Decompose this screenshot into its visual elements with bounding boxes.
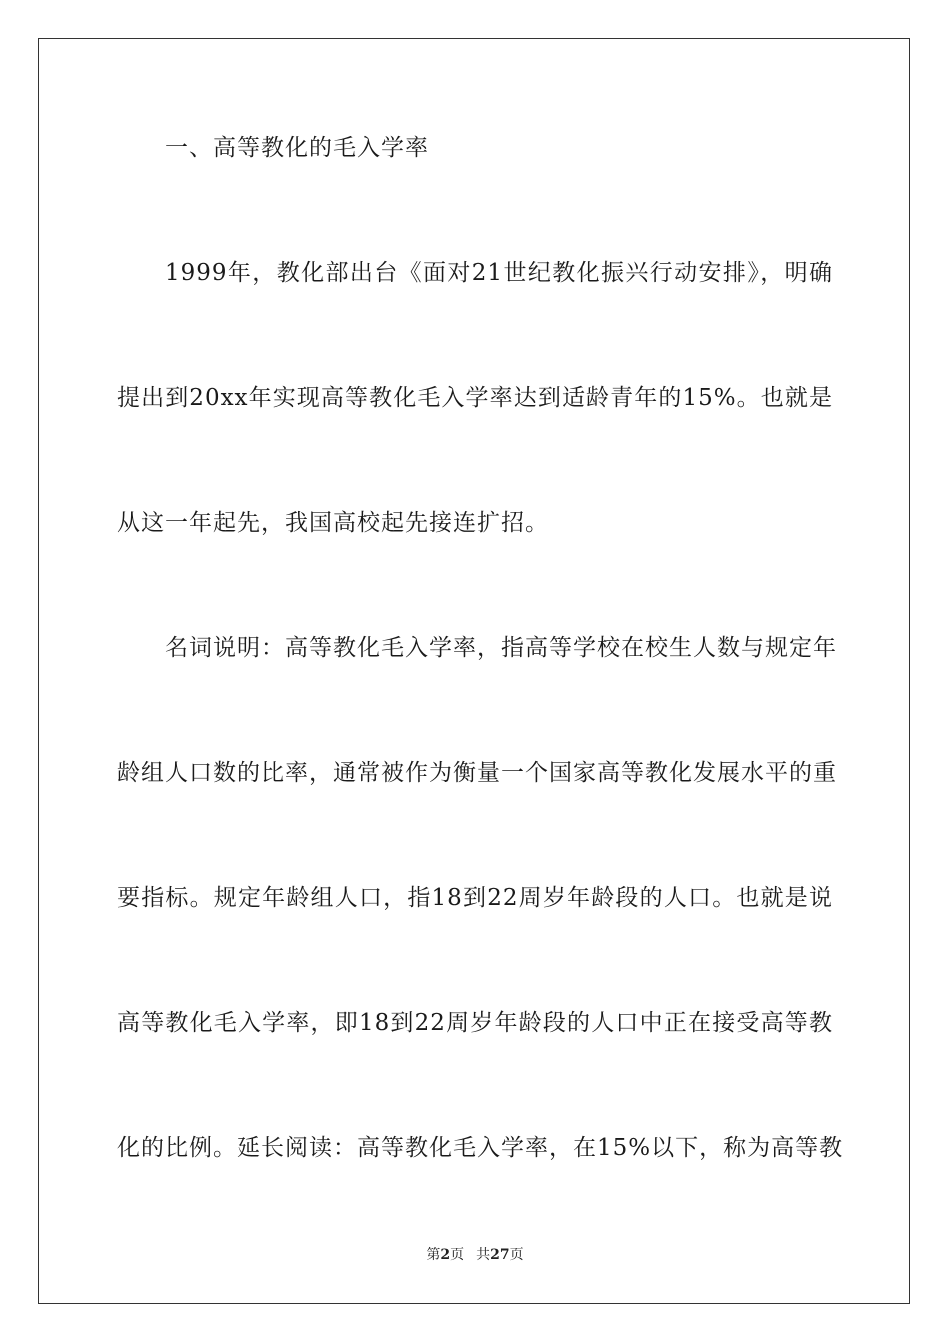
paragraph-line-5: 龄组人口数的比率，通常被作为衡量一个国家高等教化发展水平的重: [117, 760, 837, 786]
footer-page-prefix: 第: [426, 1247, 441, 1263]
page-border: [38, 38, 910, 1304]
paragraph-line-2: 提出到20xx年实现高等教化毛入学率达到适龄青年的15%。也就是: [117, 385, 833, 411]
footer-page-suffix: 页: [450, 1247, 465, 1263]
paragraph-line-6: 要指标。规定年龄组人口，指18到22周岁年龄段的人口。也就是说: [117, 885, 833, 911]
paragraph-line-8: 化的比例。延长阅读：高等教化毛入学率，在15%以下，称为高等教: [117, 1135, 844, 1161]
footer-total-pages: 27: [490, 1247, 510, 1263]
footer-total-suffix: 页: [509, 1247, 524, 1263]
section-heading: 一、高等教化的毛入学率: [165, 135, 429, 161]
paragraph-line-1: 1999年，教化部出台《面对21世纪教化振兴行动安排》，明确: [165, 260, 833, 286]
footer-page-number: 2: [440, 1247, 451, 1263]
paragraph-line-3: 从这一年起先，我国高校起先接连扩招。: [117, 510, 549, 536]
page-footer: [0, 1246, 950, 1264]
paragraph-line-7: 高等教化毛入学率，即18到22周岁年龄段的人口中正在接受高等教: [117, 1010, 833, 1036]
paragraph-line-4: 名词说明：高等教化毛入学率，指高等学校在校生人数与规定年: [165, 635, 837, 661]
footer-total-prefix: 共: [476, 1247, 491, 1263]
